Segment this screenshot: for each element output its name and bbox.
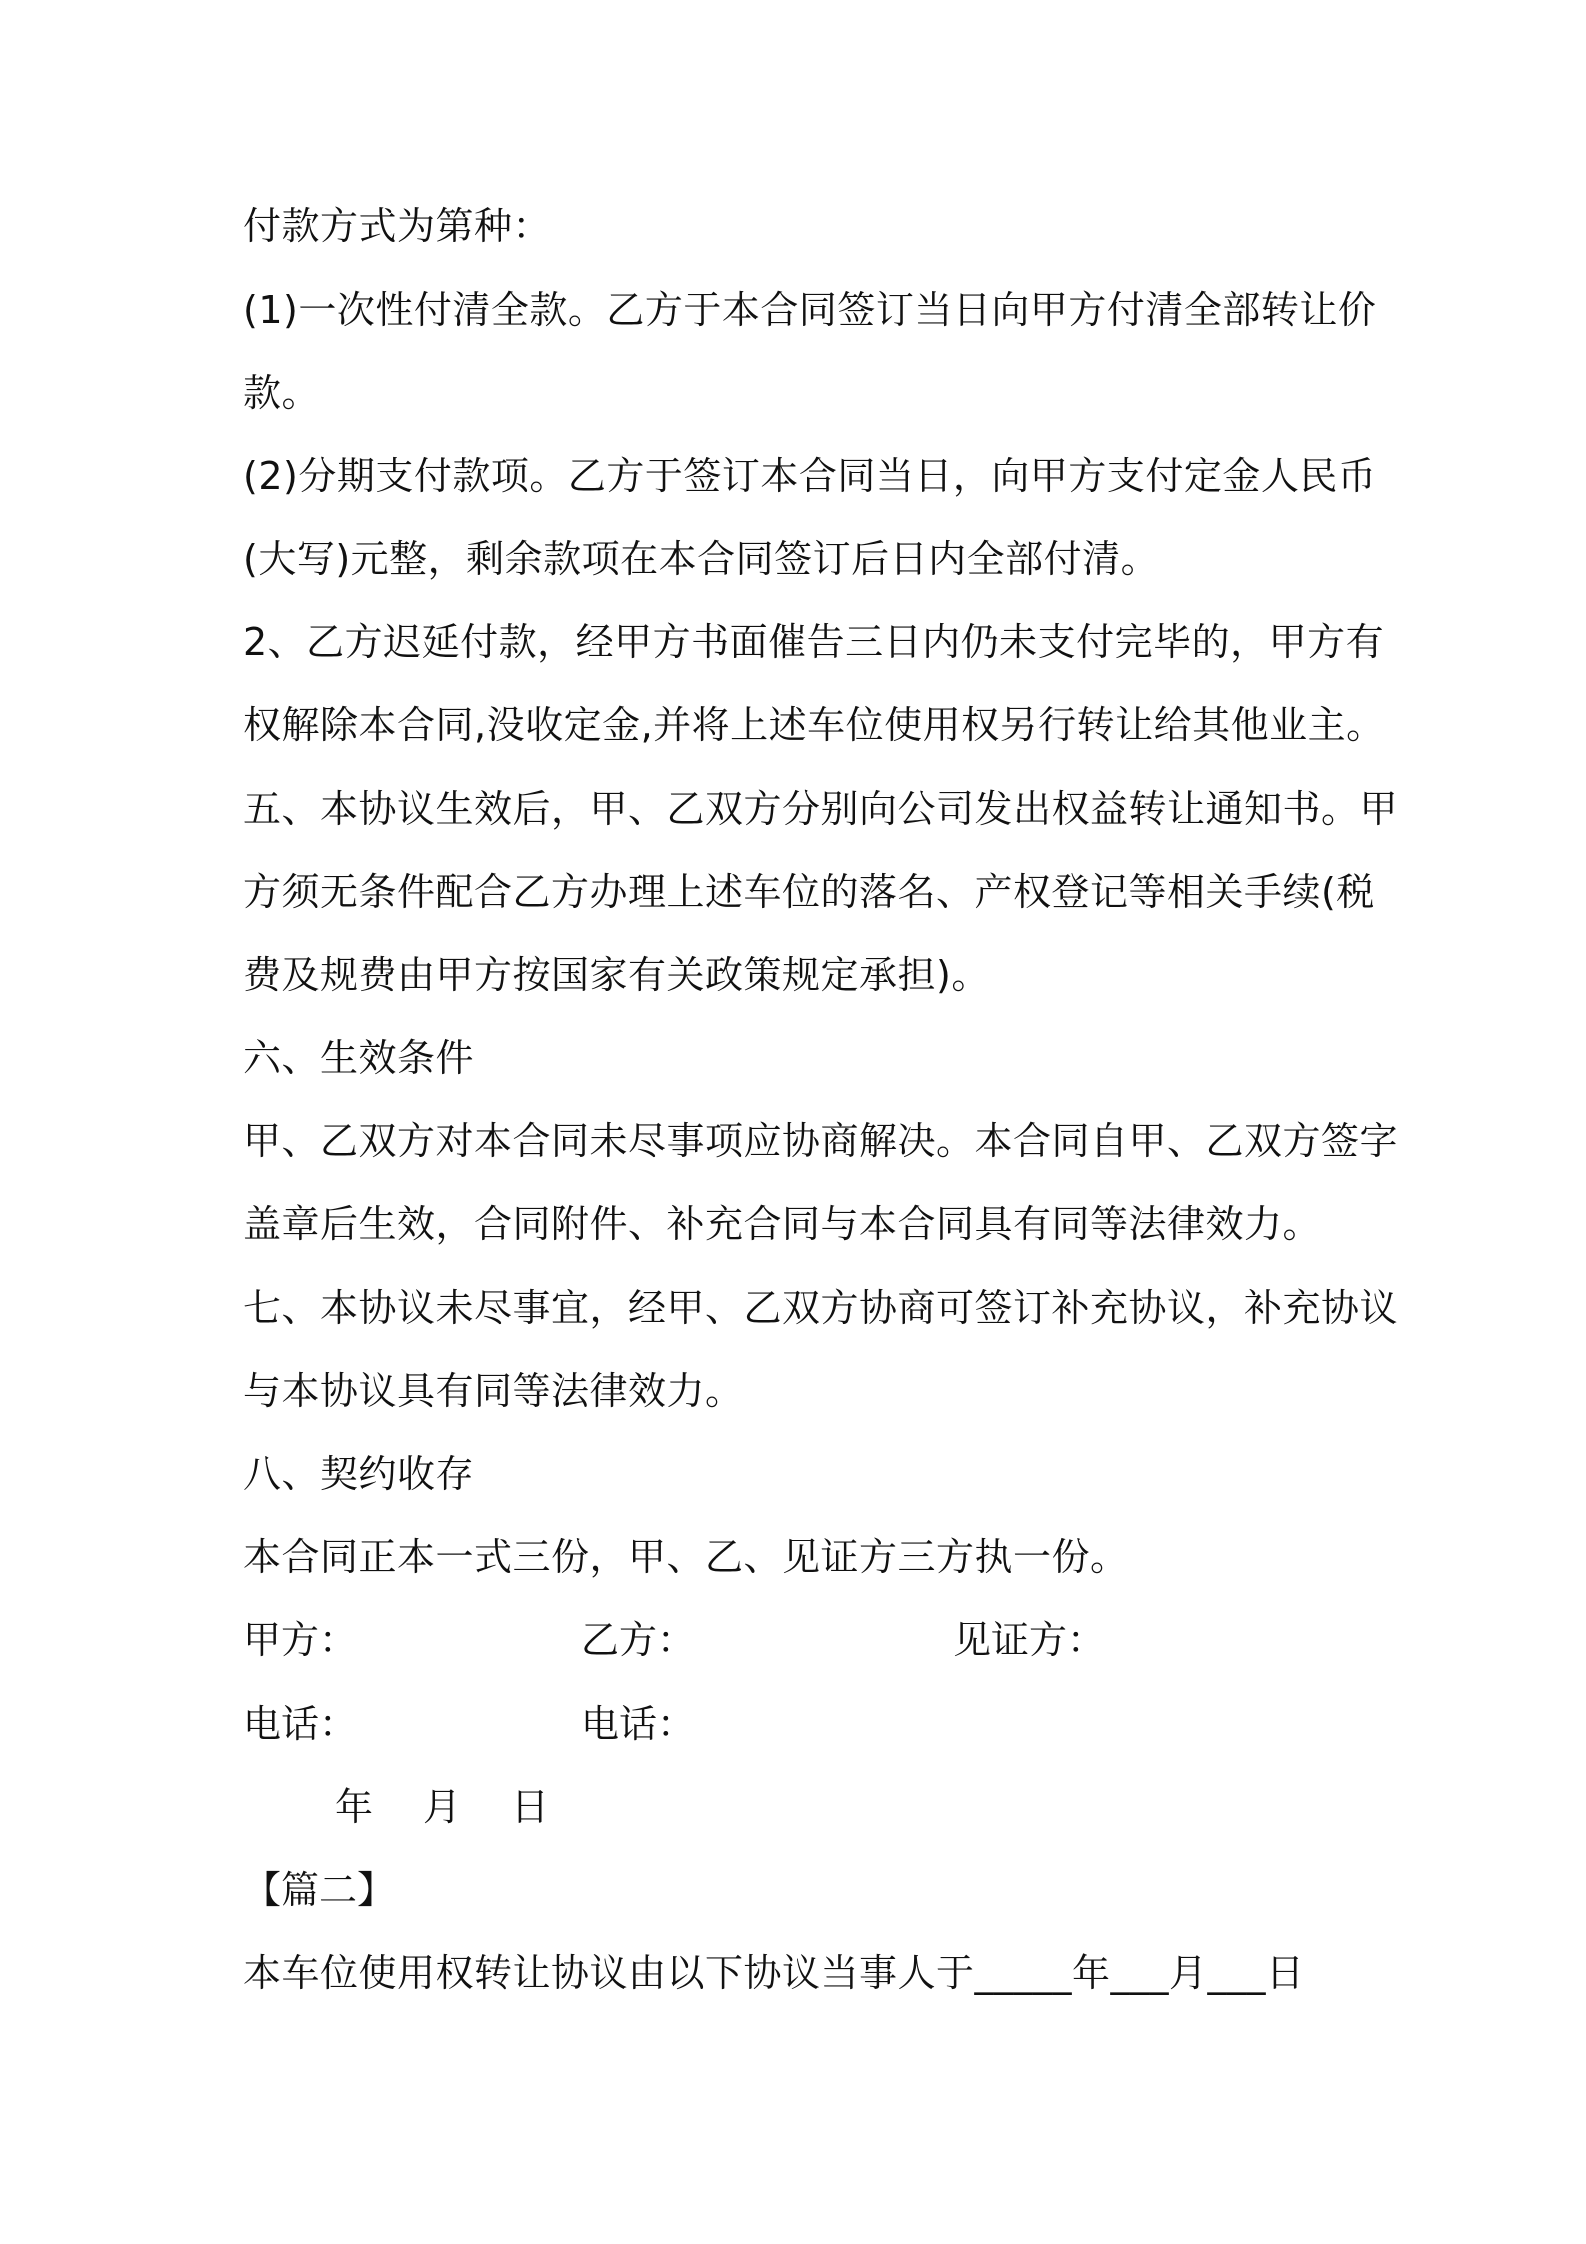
witness-label: 见证方： <box>953 1618 1106 1662</box>
text-line-1: (1)一次性付清全款。乙方于本合同签订当日向甲方付清全部转让价 <box>243 288 1377 332</box>
text-line-3: (2)分期支付款项。乙方于签订本合同当日，向甲方支付定金人民币 <box>243 454 1377 498</box>
text-line-5: 2、乙方迟延付款，经甲方书面催告三日内仍未支付完毕的，甲方有 <box>243 620 1385 664</box>
text-line-13: 七、本协议未尽事宜，经甲、乙双方协商可签订补充协议，补充协议 <box>243 1286 1399 1330</box>
text-line-14: 与本协议具有同等法律效力。 <box>243 1369 744 1413</box>
date-line: 年 月 日 <box>335 1785 556 1829</box>
phone-a-label: 电话： <box>243 1702 358 1746</box>
party-b-label: 乙方： <box>581 1618 696 1662</box>
text-line-8: 方须无条件配合乙方办理上述车位的落名、产权登记等相关手续(税 <box>243 870 1375 914</box>
phone-b-label: 电话： <box>581 1702 696 1746</box>
text-line-7: 五、本协议生效后，甲、乙双方分别向公司发出权益转让通知书。甲 <box>243 787 1399 831</box>
text-line-last: 本车位使用权转让协议由以下协议当事人于_____年___月___日 <box>243 1951 1305 1995</box>
text-line-12: 盖章后生效，合同附件、补充合同与本合同具有同等法律效力。 <box>243 1202 1322 1246</box>
payment-method-heading: 付款方式为第种： <box>243 204 552 248</box>
text-line-16: 本合同正本一式三份，甲、乙、见证方三方执一份。 <box>243 1535 1129 1579</box>
text-line-9: 费及规费由甲方按国家有关政策规定承担)。 <box>243 953 990 997</box>
text-line-4: (大写)元整，剩余款项在本合同签订后日内全部付清。 <box>243 537 1160 581</box>
text-line-11: 甲、乙双方对本合同未尽事项应协商解决。本合同自甲、乙双方签字 <box>243 1119 1399 1163</box>
text-line-2: 款。 <box>243 371 321 415</box>
section-title: 【篇二】 <box>243 1868 396 1912</box>
party-a-label: 甲方： <box>243 1618 358 1662</box>
section-heading-6: 六、生效条件 <box>243 1036 475 1080</box>
text-line-6: 权解除本合同,没收定金,并将上述车位使用权另行转让给其他业主。 <box>243 703 1385 747</box>
section-heading-8: 八、契约收存 <box>243 1452 475 1496</box>
